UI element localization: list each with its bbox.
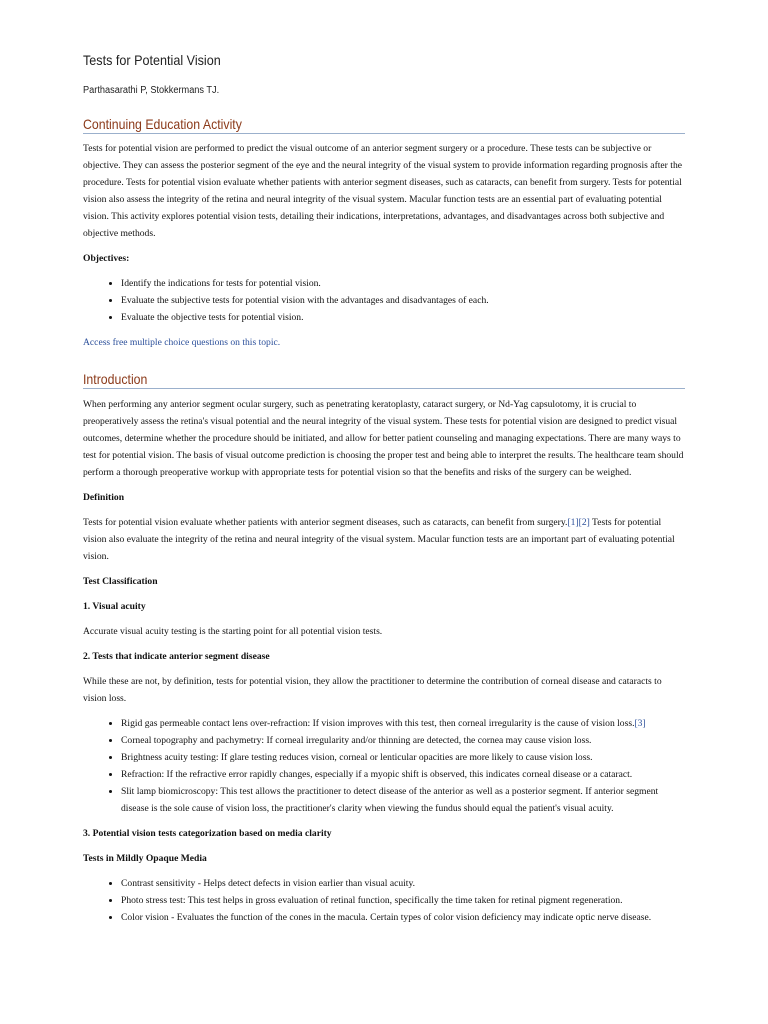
intro-section — [83, 396, 687, 926]
definition-paragraph — [83, 514, 687, 565]
anterior-tests-list — [83, 715, 687, 817]
section-heading-intro-text: Introduction — [83, 371, 148, 387]
anterior-tests-text: While these are not, by definition, tests for potential vision, they allow the practitioner to determine the contribution of corneal disease and cataracts to vision loss. — [83, 676, 662, 704]
ref-link-1[interactable]: [1] — [567, 517, 579, 528]
section-heading-cea-text: Continuing Education Activity — [83, 116, 242, 132]
classification-label: Test Classification — [83, 576, 158, 587]
section-heading-intro — [83, 371, 685, 389]
list-item: • Corneal topography and pachymetry: If corneal irregularity and/or thinning are detected, the cornea may cause vision loss. — [121, 732, 687, 749]
list-item: • Contrast sensitivity - Helps detect defects in vision earlier than visual acuity. — [121, 875, 687, 892]
definition-label: Definition — [83, 492, 125, 503]
list-item: • Slit lamp biomicroscopy: This test allows the practitioner to detect disease of the anterior as well as a posterior segment. If anterior segment disease is the sole cause of vision loss, the practitioner's clarity when viewing the fundus should equal the patient's visual acuity. — [121, 783, 687, 817]
mcq-link[interactable]: Access free multiple choice questions on this topic. — [83, 337, 281, 348]
mild-opaque-label: Tests in Mildly Opaque Media — [83, 853, 207, 864]
list-item: • Brightness acuity testing: If glare testing reduces vision, corneal or lenticular opacities are more likely to cause vision loss. — [121, 749, 687, 766]
page-title: Tests for Potential Vision — [83, 52, 221, 68]
objectives-label: Objectives: — [83, 253, 130, 264]
visual-acuity-text: Accurate visual acuity testing is the starting point for all potential vision tests. — [83, 626, 383, 637]
list-item-text: Rigid gas permeable contact lens over-refraction: If vision improves with this test, then corneal irregularity is the cause of vision loss. — [121, 718, 635, 729]
ref-link-3[interactable]: [3] — [634, 718, 646, 729]
cea-paragraph: Tests for potential vision are performed to predict the visual outcome of an anterior segment surgery or a procedure. These tests can be subjective or objective. They can assess the posterior segment of the eye and the neural integrity of the visual system to provide information regarding prognosis after the procedure. Tests for potential vision evaluate whether patients with anterior segment diseases, such as cataracts, can benefit from surgery. Tests for potential vision also assess the integrity of the retina and neural integrity of the visual system. Macular function tests are an essential part of evaluating potential vision. This activity explores potential vision tests, detailing their indications, interpretations, advantages, and disadvantages across both subjective and objective methods. — [83, 143, 682, 239]
ref-link-2[interactable]: [2] — [578, 517, 590, 528]
cea-section — [83, 140, 687, 351]
visual-acuity-label: 1. Visual acuity — [83, 601, 146, 612]
list-item: • Identify the indications for tests for potential vision. — [121, 275, 687, 292]
objectives-list — [83, 275, 687, 326]
media-clarity-label: 3. Potential vision tests categorization based on media clarity — [83, 828, 332, 839]
authors: Parthasarathi P, Stokkermans TJ. — [83, 85, 220, 96]
anterior-tests-label: 2. Tests that indicate anterior segment disease — [83, 651, 270, 662]
mild-opaque-list — [83, 875, 687, 926]
list-item: • Photo stress test: This test helps in gross evaluation of retinal function, specifically the time taken for retinal pigment regeneration. — [121, 892, 687, 909]
definition-text: Tests for potential vision evaluate whether patients with anterior segment diseases, such as cataracts, can benefit from surgery. — [83, 517, 568, 528]
list-item — [121, 715, 687, 732]
section-heading-cea — [83, 116, 685, 134]
list-item: • Evaluate the objective tests for potential vision. — [121, 309, 687, 326]
definition-text-cont: Tests for potential vision also evaluate the integrity of the retina and neural integrity of the visual system. Macular function tests are an important part of evaluating potential vision. — [83, 517, 675, 562]
list-item: • Refraction: If the refractive error rapidly changes, especially if a myopic shift is observed, this indicates corneal disease or a cataract. — [121, 766, 687, 783]
list-item: • Evaluate the subjective tests for potential vision with the advantages and disadvantages of each. — [121, 292, 687, 309]
list-item: • Color vision - Evaluates the function of the cones in the macula. Certain types of color vision deficiency may indicate optic nerve disease. — [121, 909, 687, 926]
intro-paragraph: When performing any anterior segment ocular surgery, such as penetrating keratoplasty, cataract surgery, or Nd-Yag capsulotomy, it is crucial to preoperatively assess the retina's visual potential and the neural integrity of the visual system. These tests for potential vision are designed to predict visual outcomes, determine whether the procedure should be initiated, and allow for better patient counseling and managing expectations. There are many ways to test for potential vision. The basis of visual outcome prediction is choosing the proper test and being able to interpret the results. The healthcare team should perform a thorough preoperative workup with appropriate tests for potential vision so that the benefits and risks of the surgery can be weighed. — [83, 399, 684, 478]
